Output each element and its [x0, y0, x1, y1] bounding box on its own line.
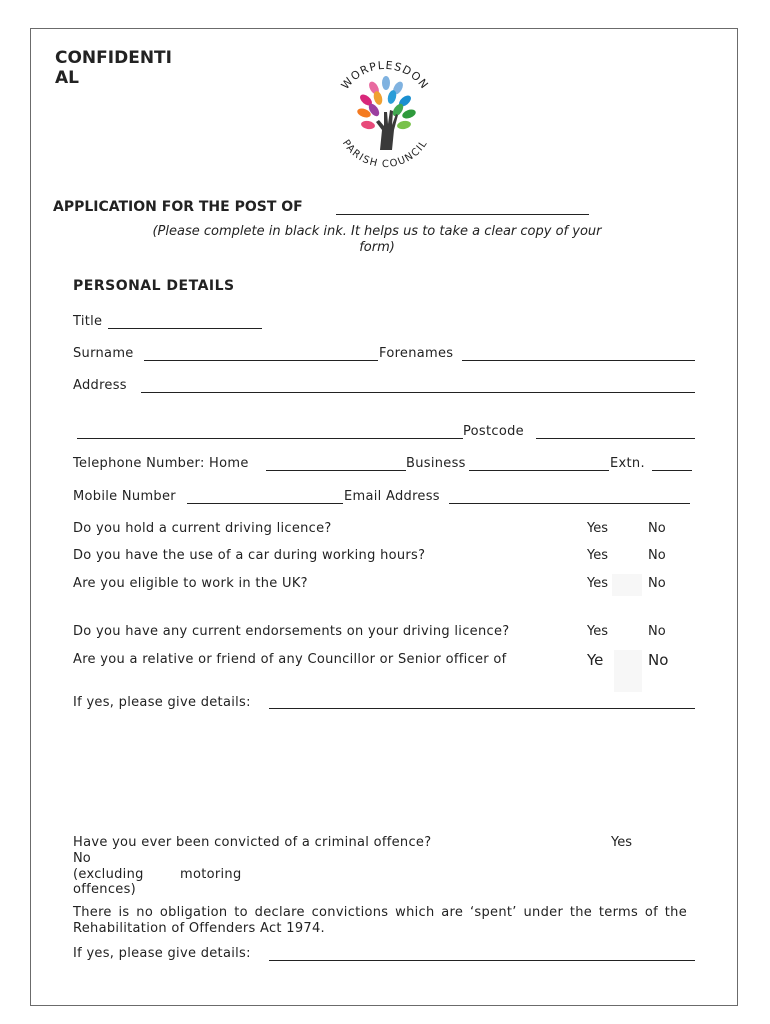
logo-bottom-text: PARISH COUNCIL [339, 138, 431, 171]
question-eligible-uk: Are you eligible to work in the UK? [73, 576, 308, 591]
details-field-1[interactable] [269, 708, 695, 709]
extn-label: Extn. [610, 456, 645, 471]
business-field[interactable] [469, 470, 609, 471]
question-relative-councillor: Are you a relative or friend of any Councillor or Senior officer of [73, 652, 507, 667]
confidential-line-2: AL [55, 68, 79, 88]
address-field-line-2[interactable] [77, 438, 463, 439]
conviction-note-motoring: motoring [180, 867, 242, 882]
relative-no[interactable]: No [648, 651, 669, 669]
question-driving-licence: Do you hold a current driving licence? [73, 521, 332, 536]
logo-top-text: WORPLESDON [338, 58, 432, 92]
endorsements-yes[interactable]: Yes [587, 624, 608, 639]
form-page-border [30, 28, 738, 1006]
personal-details-heading: PERSONAL DETAILS [73, 278, 235, 294]
address-field-line-1[interactable] [141, 392, 695, 393]
eligible-uk-yes[interactable]: Yes [587, 576, 608, 591]
spent-convictions-note: There is no obligation to declare convictions which are ‘spent’ under the terms of the Rehabilitation of Offenders Act 1974. [73, 905, 687, 936]
conviction-note-offences: offences) [73, 882, 137, 897]
instructions-note: (Please complete in black ink. It helps us to take a clear copy of your form) [152, 224, 602, 255]
postcode-field[interactable] [536, 438, 695, 439]
forenames-field[interactable] [462, 360, 695, 361]
title-field[interactable] [108, 328, 262, 329]
address-label: Address [73, 378, 127, 393]
extn-field[interactable] [652, 470, 692, 471]
email-field[interactable] [449, 503, 690, 504]
application-title: APPLICATION FOR THE POST OF [53, 199, 303, 215]
telephone-home-field[interactable] [266, 470, 406, 471]
telephone-home-label: Telephone Number: Home [73, 456, 249, 471]
surname-field[interactable] [144, 360, 378, 361]
business-label: Business [406, 456, 466, 471]
confidential-label [55, 48, 172, 88]
car-use-no[interactable]: No [648, 548, 666, 563]
details-label-1: If yes, please give details: [73, 695, 251, 710]
driving-licence-no[interactable]: No [648, 521, 666, 536]
checkbox-shading [612, 574, 642, 596]
driving-licence-yes[interactable]: Yes [587, 521, 608, 536]
car-use-yes[interactable]: Yes [587, 548, 608, 563]
eligible-uk-no[interactable]: No [648, 576, 666, 591]
forenames-label: Forenames [379, 346, 454, 361]
mobile-field[interactable] [187, 503, 343, 504]
email-label: Email Address [344, 489, 440, 504]
checkbox-shading-2 [614, 650, 642, 692]
question-car-use: Do you have the use of a car during working hours? [73, 548, 426, 563]
details-field-2[interactable] [269, 960, 695, 961]
details-label-2: If yes, please give details: [73, 946, 251, 961]
criminal-offence-no[interactable]: No [73, 851, 91, 866]
question-criminal-offence: Have you ever been convicted of a criminal offence? [73, 835, 432, 850]
criminal-offence-yes[interactable]: Yes [611, 835, 632, 850]
surname-label: Surname [73, 346, 134, 361]
title-label: Title [73, 314, 103, 329]
question-endorsements: Do you have any current endorsements on your driving licence? [73, 624, 510, 639]
relative-yes[interactable]: Ye [587, 651, 604, 669]
confidential-line-1: CONFIDENTI [55, 48, 172, 68]
conviction-note-excluding: (excluding [73, 867, 144, 882]
parish-council-logo [322, 52, 448, 174]
endorsements-no[interactable]: No [648, 624, 666, 639]
postcode-label: Postcode [463, 424, 524, 439]
post-field-line[interactable] [336, 214, 589, 215]
mobile-label: Mobile Number [73, 489, 176, 504]
